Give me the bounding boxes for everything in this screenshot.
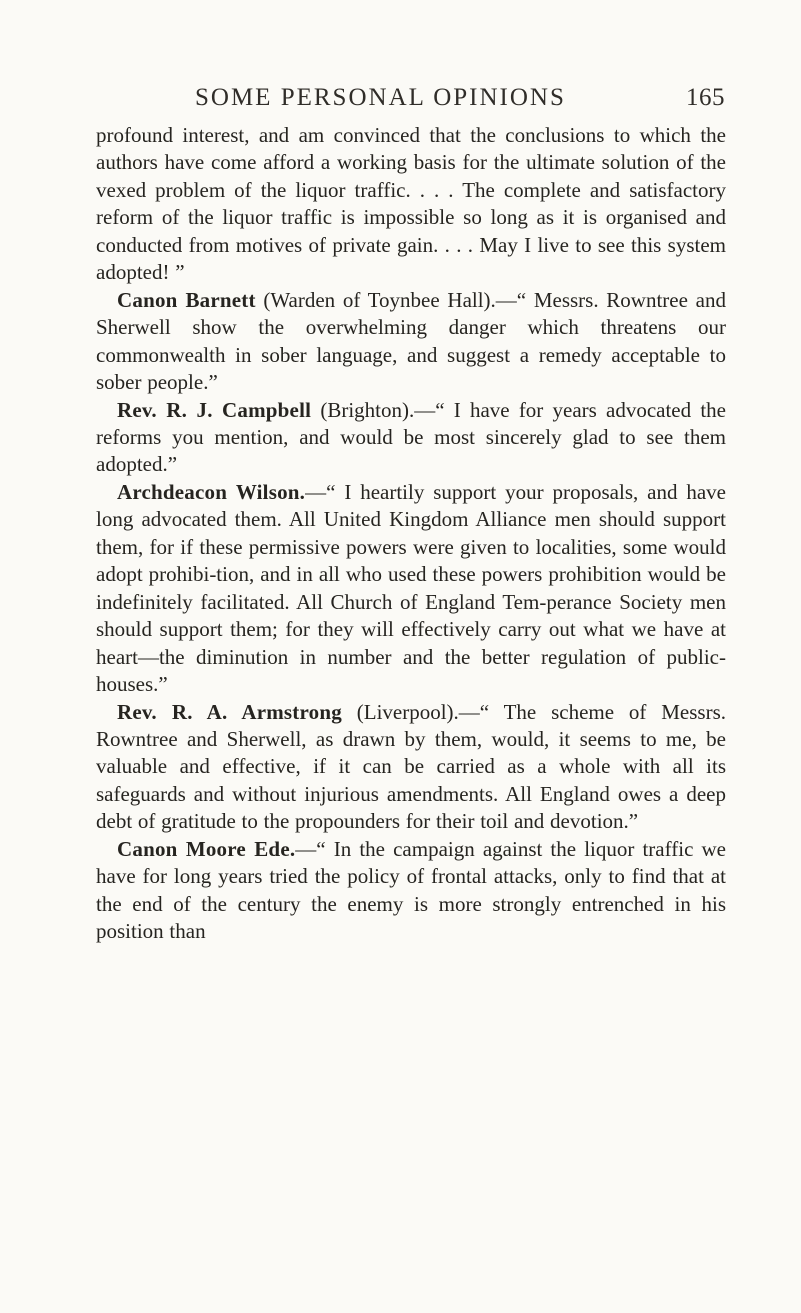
speaker-name: Archdeacon Wilson. [117,479,306,504]
opinion-entry [96,479,726,699]
opinion-text: (Brighton).—“ I have for years advocated the reforms you mention, and would be most sincerely glad to see them adopted.” [96,397,726,477]
opinion-text: (Liverpool).—“ The scheme of Messrs. Rowntree and Sherwell, as drawn by them, would, it seems to me, be valuable and effective, if it can be carried as a whole with all its safeguards and without injurious amendments. All England owes a deep debt of gratitude to the propounders for their toil and devotion.” [96,699,726,834]
opinion-entry [96,397,726,479]
body-text [96,122,726,946]
running-title: SOME PERSONAL OPINIONS [195,84,566,111]
opinion-text: —“ In the campaign against the liquor traffic we have for long years tried the policy of frontal attacks, only to find that at the end of the century the enemy is more strongly entrenched in his position than [96,836,726,944]
speaker-name: Canon Barnett [117,287,256,312]
opinion-entry [96,699,726,836]
opinion-text: (Warden of Toynbee Hall).—“ Messrs. Rowntree and Sherwell show the overwhelming danger which threatens our commonwealth in sober language, and suggest a remedy acceptable to sober people.” [96,287,726,395]
speaker-name: Rev. R. A. Armstrong [117,699,342,724]
running-head [195,84,725,118]
speaker-name: Canon Moore Ede. [117,836,296,861]
page-number: 165 [686,84,725,111]
opinion-entry [96,287,726,397]
opinion-text: —“ I heartily support your proposals, and have long advocated them. All United Kingdom Alliance men should support them, for if these permissive powers were given to localities, some would adopt prohibi-tion, and in all who used these powers prohibition would be indefinitely facilitated. All Church of England Tem-perance Society men should support them; for they will effectively carry out what we have at heart—the diminution in number and the better regulation of public-houses.” [96,479,726,697]
paragraph-continuation [96,122,726,287]
paragraph-text: profound interest, and am convinced that the conclusions to which the authors have come afford a working basis for the ultimate solution of the vexed problem of the liquor traffic. . . . The complete and satisfactory reform of the liquor traffic is impossible so long as it is organised and conducted from motives of private gain. . . . May I live to see this system adopted! ” [96,123,726,285]
opinion-entry [96,836,726,946]
speaker-name: Rev. R. J. Campbell [117,397,312,422]
